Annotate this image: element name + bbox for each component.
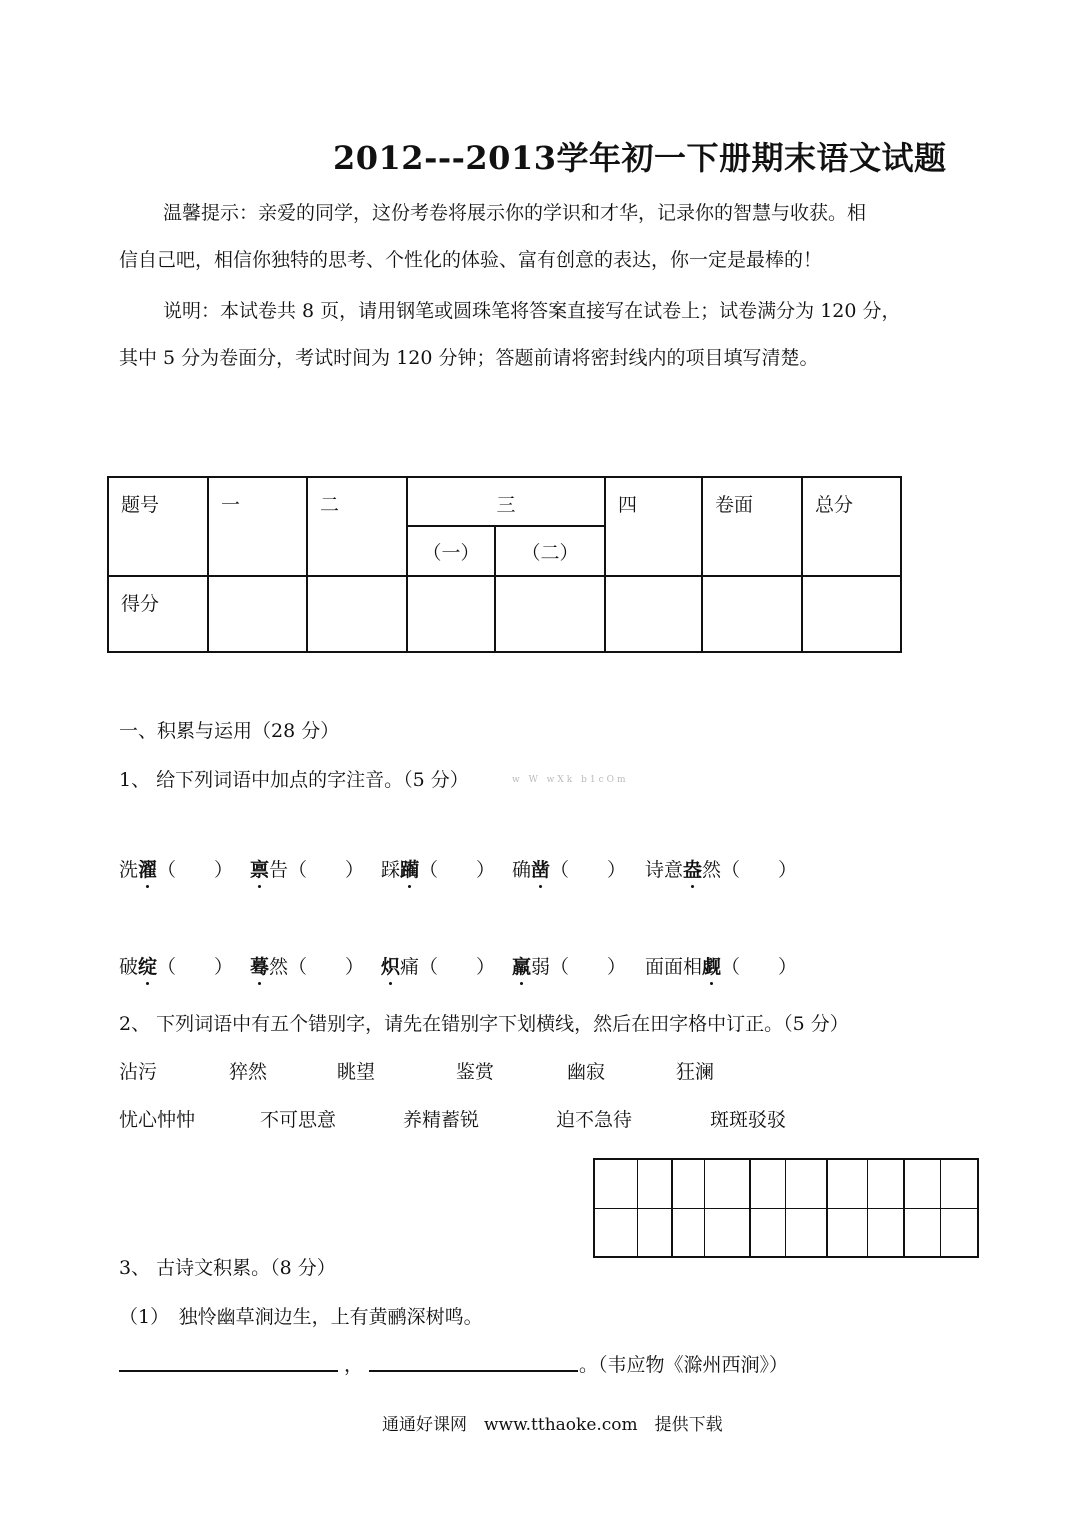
pinyin-item-prefix: 踩 <box>381 859 401 881</box>
question-3: 3、 古诗文积累。（8 分） <box>119 1257 336 1279</box>
word-item[interactable]: 斑斑驳驳 <box>710 1109 787 1131</box>
word-item[interactable]: 养精蓄锐 <box>403 1109 480 1131</box>
grid-divider <box>867 1160 868 1256</box>
word-item[interactable]: 忧心忡忡 <box>119 1109 196 1131</box>
question-3-1: （1） 独怜幽草涧边生，上有黄鹂深树鸣。 <box>119 1306 483 1328</box>
poem-source: 。（韦应物《滁州西涧》） <box>579 1354 789 1376</box>
pinyin-item-prefix: 面面相 <box>645 956 703 978</box>
score-cell[interactable] <box>702 576 802 652</box>
answer-blank-line[interactable] <box>119 1370 338 1372</box>
grid-divider <box>826 1160 828 1256</box>
score-table-col-3-sub-2: （二） <box>495 526 605 576</box>
pinyin-answer-blank[interactable]: （ ） <box>550 859 627 881</box>
pinyin-item <box>645 855 797 882</box>
score-table-score-label: 得分 <box>121 593 160 615</box>
pinyin-item <box>645 952 797 979</box>
word-item[interactable]: 狂澜 <box>676 1061 715 1083</box>
intro-line-3: 说明：本试卷共 8 页，请用钢笔或圆珠笔将答案直接写在试卷上；试卷满分为 120 分， <box>163 300 901 322</box>
grid-divider <box>671 1160 673 1256</box>
dotted-character: 凿 <box>531 855 550 882</box>
dotted-character: 觑 <box>702 952 721 979</box>
pinyin-answer-blank[interactable]: 弱（ ） <box>531 956 627 978</box>
pinyin-item-prefix: 洗 <box>119 859 139 881</box>
word-item[interactable]: 迫不急待 <box>556 1109 633 1131</box>
watermark-text: w W wXk b1cOm <box>512 775 629 785</box>
dotted-character: 躏 <box>400 855 419 882</box>
dotted-character: 羸 <box>512 952 531 979</box>
grid-divider <box>940 1160 941 1256</box>
dotted-character: 绽 <box>138 952 157 979</box>
section-1-heading: 一、积累与运用（28 分） <box>119 720 340 742</box>
word-item[interactable]: 幽寂 <box>567 1061 606 1083</box>
question-1: 1、 给下列词语中加点的字注音。（5 分） <box>119 769 469 791</box>
pinyin-item <box>119 855 233 882</box>
score-table-header-label: 题号 <box>121 494 160 516</box>
grid-divider <box>785 1160 786 1256</box>
grid-midline <box>595 1208 977 1209</box>
intro-line-2: 信自己吧，相信你独特的思考、个性化的体验、富有创意的表达，你一定是最棒的！ <box>119 249 823 271</box>
dotted-character: 禀 <box>250 855 269 882</box>
word-item[interactable]: 眺望 <box>337 1061 376 1083</box>
pinyin-answer-blank[interactable]: （ ） <box>157 859 234 881</box>
footer-text: 通通好课网 www.tthaoke.com 提供下载 <box>382 1415 723 1435</box>
pinyin-answer-blank[interactable]: （ ） <box>721 956 798 978</box>
pinyin-answer-blank[interactable]: 然（ ） <box>702 859 798 881</box>
score-table-col-6: 总分 <box>815 494 854 516</box>
pinyin-item <box>119 952 233 979</box>
dotted-character: 濯 <box>138 855 157 882</box>
pinyin-item <box>512 855 626 882</box>
grid-divider <box>704 1160 705 1256</box>
score-table <box>107 476 902 653</box>
word-item[interactable]: 猝然 <box>229 1061 268 1083</box>
intro-line-4: 其中 5 分为卷面分，考试时间为 120 分钟；答题前请将密封线内的项目填写清楚。 <box>119 347 819 369</box>
pinyin-item-prefix: 破 <box>119 956 139 978</box>
answer-comma: ， <box>344 1354 364 1376</box>
grid-divider <box>903 1160 905 1256</box>
score-cell[interactable] <box>208 576 307 652</box>
score-table-col-1: 一 <box>221 494 241 516</box>
score-cell[interactable] <box>802 576 901 652</box>
pinyin-answer-blank[interactable]: 然（ ） <box>269 956 365 978</box>
pinyin-item-prefix: 诗意 <box>645 859 684 881</box>
pinyin-item <box>381 855 495 882</box>
score-cell[interactable] <box>495 576 605 652</box>
pinyin-item <box>512 952 626 979</box>
score-cell[interactable] <box>307 576 407 652</box>
word-item[interactable]: 不可思意 <box>260 1109 337 1131</box>
question-2: 2、 下列词语中有五个错别字，请先在错别字下划横线，然后在田字格中订正。（5 分） <box>119 1013 849 1035</box>
pinyin-answer-blank[interactable]: 痛（ ） <box>400 956 496 978</box>
score-table-col-5: 卷面 <box>715 494 754 516</box>
grid-divider <box>637 1160 638 1256</box>
score-table-col-4: 四 <box>618 494 638 516</box>
pinyin-answer-blank[interactable]: （ ） <box>157 956 234 978</box>
page-title: 2012---2013学年初一下册期末语文试题 <box>333 139 947 177</box>
pinyin-item-prefix: 确 <box>512 859 532 881</box>
pinyin-answer-blank[interactable]: （ ） <box>419 859 496 881</box>
answer-blank-line[interactable] <box>369 1370 578 1372</box>
score-table-col-3-sub-1: （一） <box>407 526 495 576</box>
intro-line-1: 温馨提示：亲爱的同学，这份考卷将展示你的学识和才华，记录你的智慧与收获。相 <box>163 202 867 224</box>
dotted-character: 蓦 <box>250 952 269 979</box>
dotted-character: 盎 <box>683 855 702 882</box>
dotted-character: 炽 <box>381 952 400 979</box>
grid-divider <box>749 1160 751 1256</box>
pinyin-answer-blank[interactable]: 告（ ） <box>269 859 365 881</box>
pinyin-item <box>381 952 495 979</box>
word-item[interactable]: 鉴赏 <box>456 1061 495 1083</box>
pinyin-item <box>250 855 364 882</box>
score-table-col-3: 三 <box>496 494 516 516</box>
score-cell[interactable] <box>407 576 495 652</box>
correction-grid[interactable] <box>593 1158 979 1258</box>
score-table-col-2: 二 <box>320 494 340 516</box>
score-cell[interactable] <box>605 576 702 652</box>
word-item[interactable]: 沾污 <box>119 1061 158 1083</box>
pinyin-item <box>250 952 364 979</box>
